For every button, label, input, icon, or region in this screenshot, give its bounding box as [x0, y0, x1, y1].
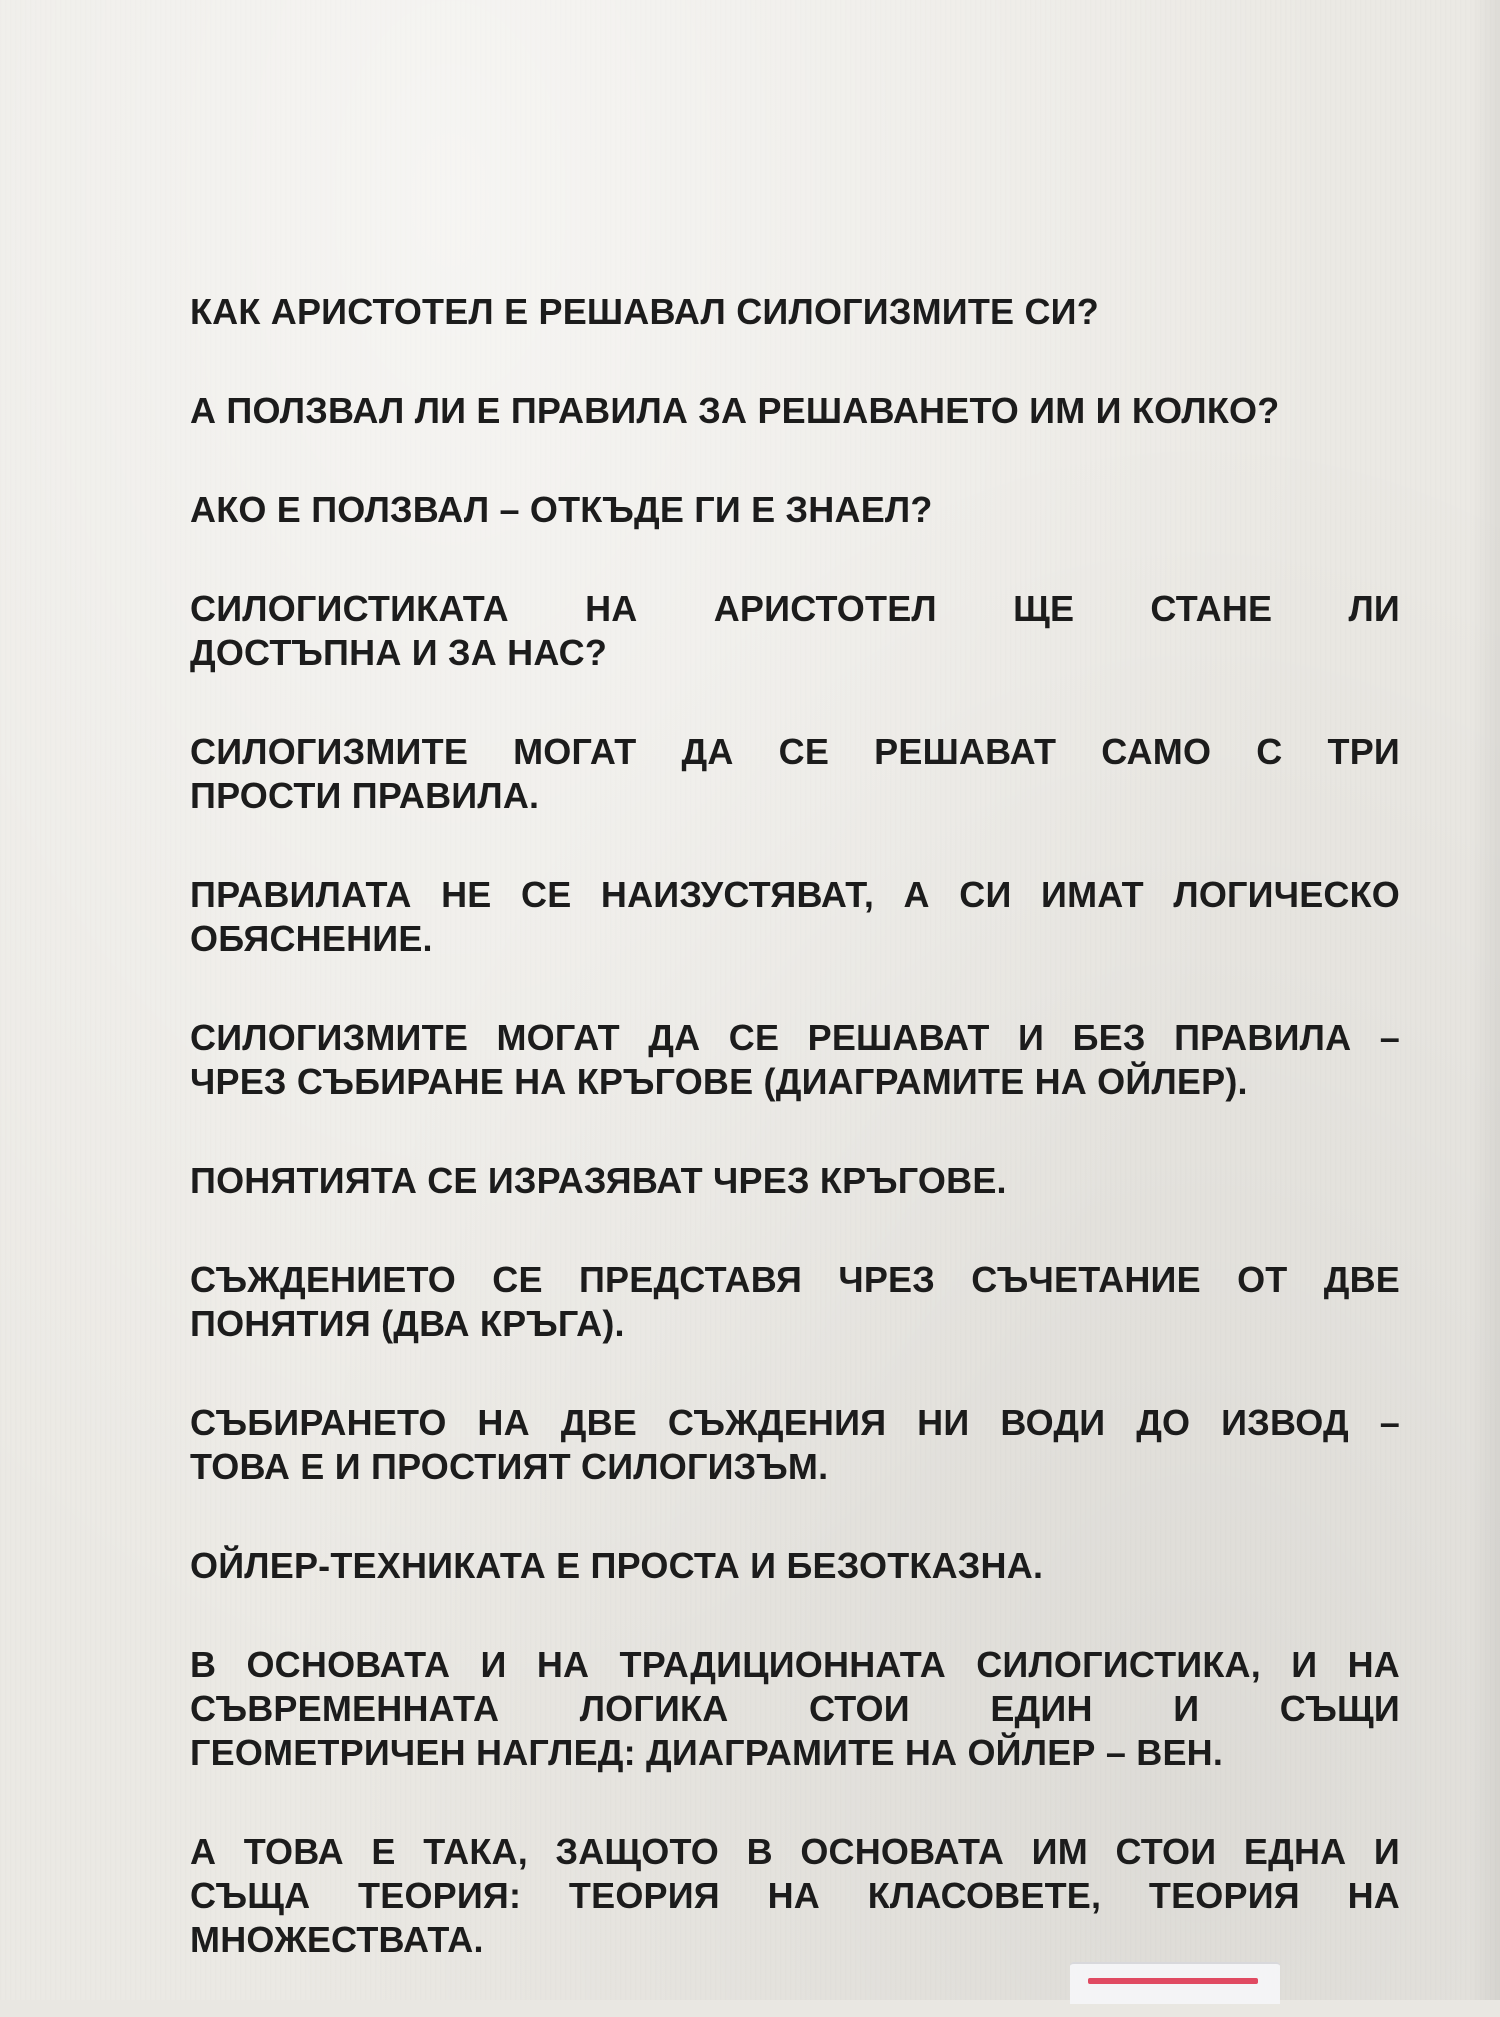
paragraph-6: [190, 873, 1400, 961]
paragraph-line: ЧРЕЗ СЪБИРАНЕ НА КРЪГОВЕ (ДИАГРАМИТЕ НА ОЙЛЕР).: [190, 1061, 1248, 1102]
paragraph-3: [190, 488, 1400, 532]
paragraph-line: СЪЩА ТЕОРИЯ: ТЕОРИЯ НА КЛАСОВЕТЕ, ТЕОРИЯ НА: [190, 1875, 1400, 1916]
paragraph-line: СИЛОГИЗМИТЕ МОГАТ ДА СЕ РЕШАВАТ САМО С ТРИ: [190, 731, 1400, 772]
paragraph-line: КАК АРИСТОТЕЛ Е РЕШАВАЛ СИЛОГИЗМИТЕ СИ?: [190, 291, 1099, 332]
page-edge-shadow: [1470, 0, 1500, 2000]
paragraph-line: МНОЖЕСТВАТА.: [190, 1919, 484, 1960]
paragraph-line: ПРОСТИ ПРАВИЛА.: [190, 775, 540, 816]
paragraph-line: ПРАВИЛАТА НЕ СЕ НАИЗУСТЯВАТ, А СИ ИМАТ ЛОГИЧЕСКО: [190, 874, 1400, 915]
paragraph-line: А ТОВА Е ТАКА, ЗАЩОТО В ОСНОВАТА ИМ СТОИ ЕДНА И: [190, 1831, 1400, 1872]
paragraph-line: В ОСНОВАТА И НА ТРАДИЦИОННАТА СИЛОГИСТИКА, И НА: [190, 1644, 1400, 1685]
paragraph-line: ПОНЯТИЯТА СЕ ИЗРАЗЯВАТ ЧРЕЗ КРЪГОВЕ.: [190, 1160, 1007, 1201]
paragraph-line: СЪЖДЕНИЕТО СЕ ПРЕДСТАВЯ ЧРЕЗ СЪЧЕТАНИЕ ОТ ДВЕ: [190, 1259, 1400, 1300]
paragraph-line: ПОНЯТИЯ (ДВА КРЪГА).: [190, 1303, 625, 1344]
paragraph-line: СЪВРЕМЕННАТА ЛОГИКА СТОИ ЕДИН И СЪЩИ: [190, 1688, 1400, 1729]
paragraph-line: СИЛОГИСТИКАТА НА АРИСТОТЕЛ ЩЕ СТАНЕ ЛИ: [190, 588, 1400, 629]
paragraph-9: [190, 1258, 1400, 1346]
paragraph-1: [190, 290, 1400, 334]
paragraph-line: А ПОЛЗВАЛ ЛИ Е ПРАВИЛА ЗА РЕШАВАНЕТО ИМ И КОЛКО?: [190, 390, 1280, 431]
paragraph-7: [190, 1016, 1400, 1104]
sticker-stripe: [1088, 1978, 1258, 1984]
paragraph-10: [190, 1401, 1400, 1489]
paragraph-4: [190, 587, 1400, 675]
label-sticker: [1070, 1962, 1280, 2004]
paragraph-13: [190, 1830, 1400, 1962]
paragraph-line: ОЙЛЕР-ТЕХНИКАТА Е ПРОСТА И БЕЗОТКАЗНА.: [190, 1545, 1044, 1586]
paragraph-line: ГЕОМЕТРИЧЕН НАГЛЕД: ДИАГРАМИТЕ НА ОЙЛЕР – ВЕН.: [190, 1732, 1224, 1773]
paragraph-line: СЪБИРАНЕТО НА ДВЕ СЪЖДЕНИЯ НИ ВОДИ ДО ИЗВОД –: [190, 1402, 1400, 1443]
paragraph-line: ДОСТЪПНА И ЗА НАС?: [190, 632, 608, 673]
paragraph-11: [190, 1544, 1400, 1588]
paragraph-line: ТОВА Е И ПРОСТИЯТ СИЛОГИЗЪМ.: [190, 1446, 829, 1487]
text-block: [190, 290, 1400, 2017]
paragraph-line: АКО Е ПОЛЗВАЛ – ОТКЪДЕ ГИ Е ЗНАЕЛ?: [190, 489, 933, 530]
paragraph-line: ОБЯСНЕНИЕ.: [190, 918, 433, 959]
paragraph-12: [190, 1643, 1400, 1775]
paragraph-5: [190, 730, 1400, 818]
paragraph-line: СИЛОГИЗМИТЕ МОГАТ ДА СЕ РЕШАВАТ И БЕЗ ПРАВИЛА –: [190, 1017, 1400, 1058]
paragraph-2: [190, 389, 1400, 433]
paragraph-8: [190, 1159, 1400, 1203]
